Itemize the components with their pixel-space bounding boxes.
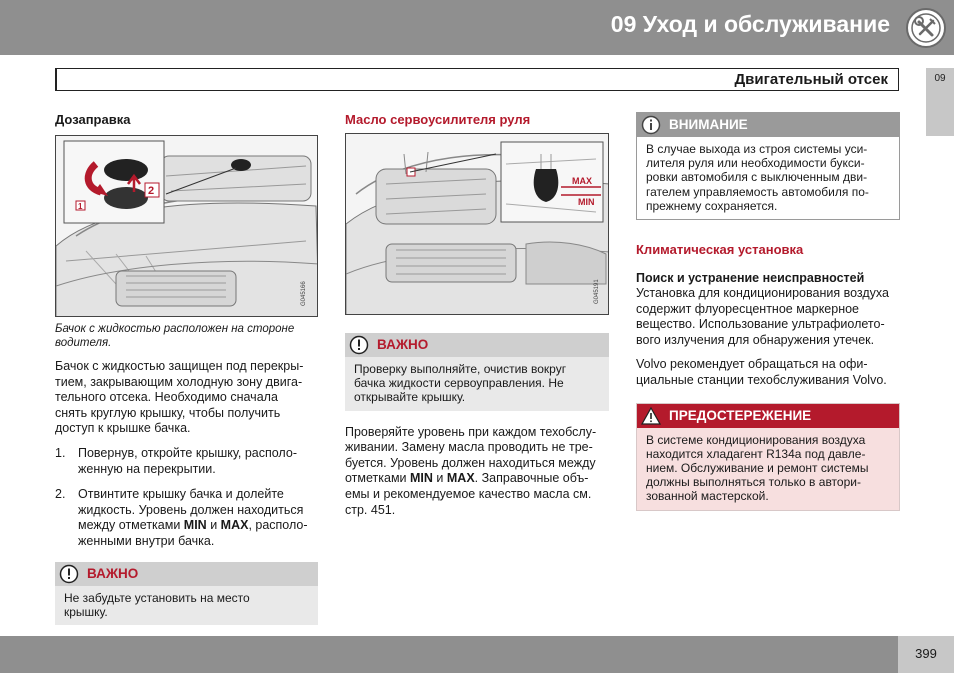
step-line: жидкость. Уровень должен находиться xyxy=(78,502,304,517)
warning-box xyxy=(636,403,900,511)
refill-paragraph-line: Бачок с жидкостью защищен под перекры- xyxy=(55,359,304,373)
conjunction: и xyxy=(206,518,221,533)
refill-paragraph-line: снять круглую крышку, чтобы получить xyxy=(55,405,281,420)
box-line: ровки автомобиля с выключенным дви- xyxy=(646,170,868,185)
box-line: открывайте крышку. xyxy=(354,390,466,405)
column-2 xyxy=(345,112,609,527)
box-line: В случае выхода из строя системы уси- xyxy=(646,142,868,156)
paragraph-line: Volvo рекомендует обращаться на офи- xyxy=(636,357,868,372)
paragraph-line: Проверяйте уровень при каждом техобслу- xyxy=(345,424,597,439)
step-number: 1. xyxy=(55,445,66,460)
paragraph-line: Установка для кондиционирования воздуха xyxy=(636,286,889,301)
note-box-header xyxy=(637,113,899,137)
chapter-tab xyxy=(926,68,954,136)
min-mark: MIN xyxy=(410,471,433,486)
climate-heading: Климатическая установка xyxy=(636,242,804,258)
paragraph-line: содержит флуоресцентное маркерное xyxy=(636,301,860,316)
engine-bay-figure-steering xyxy=(345,133,609,315)
refill-paragraph-line: тельного отсека. Необходимо сначала xyxy=(55,390,278,405)
footer-band xyxy=(0,636,954,673)
warning-triangle-icon xyxy=(641,406,661,426)
box-line: лителя руля или необходимости букси- xyxy=(646,156,865,171)
engine-bay-figure-refill xyxy=(55,135,318,317)
figure-min-label: MIN xyxy=(578,197,595,207)
important-box-1-header xyxy=(55,562,318,586)
important-box-2-body xyxy=(345,357,609,411)
box-line: зованной мастерской. xyxy=(646,489,769,504)
svg-text:1: 1 xyxy=(78,202,83,211)
column-1 xyxy=(55,112,318,637)
paragraph-line: вого излучения для обнаружения утечек. xyxy=(636,332,875,347)
figure-code-1: G045166 xyxy=(301,281,307,306)
box-line: нием. Обслуживание и ремонт системы xyxy=(646,460,869,475)
paragraph-line: . Заправочные объ- xyxy=(474,471,589,486)
conjunction: и xyxy=(432,471,447,486)
section-bar xyxy=(55,68,899,91)
figure-caption-1 xyxy=(55,322,318,350)
steering-paragraph xyxy=(345,425,609,519)
paragraph-line: емы и рекомендуемое качество масла см. xyxy=(345,486,592,501)
step-line: женными внутри бачка. xyxy=(78,533,215,548)
box-line: Не забудьте установить на место xyxy=(64,590,250,605)
refill-paragraph xyxy=(55,359,318,437)
box-line: должны выполняться только в автори- xyxy=(646,475,861,490)
warning-box-header xyxy=(637,404,899,428)
min-mark: MIN xyxy=(183,518,207,533)
climate-paragraph-2 xyxy=(636,357,900,388)
step-line: женную на перекрытии. xyxy=(78,461,216,476)
note-label: ВНИМАНИЕ xyxy=(669,117,748,132)
note-box xyxy=(636,112,900,220)
box-line: гателем управляемость автомобиля по- xyxy=(646,184,869,199)
note-box-body xyxy=(637,137,899,219)
figure-code-2: G045191 xyxy=(594,279,600,304)
paragraph-line: вещество. Использование ультрафиолето- xyxy=(636,317,885,332)
chapter-tab-label: 09 xyxy=(934,73,946,84)
header-band xyxy=(0,0,954,55)
box-line: находится хладагент R134a под давле- xyxy=(646,446,866,461)
figure-caption-1-line1: Бачок с жидкостью расположен на стороне xyxy=(55,323,295,335)
paragraph-line: живании. Замену масла проводить не тре- xyxy=(345,440,593,455)
important-label: ВАЖНО xyxy=(87,565,139,581)
paragraph-line: циальные станции техобслуживания Volvo. xyxy=(636,372,887,387)
page-number-box xyxy=(898,636,954,673)
warning-box-body xyxy=(637,428,899,510)
figure-caption-1-line2: водителя. xyxy=(55,337,112,349)
refill-heading: Дозаправка xyxy=(55,112,131,127)
max-mark: MAX xyxy=(446,471,475,486)
paragraph-line: отметками xyxy=(345,471,411,486)
paragraph-line: буется. Уровень должен находиться между xyxy=(345,455,596,470)
figure-max-label: MAX xyxy=(572,176,592,186)
step-line: Повернув, откройте крышку, располо- xyxy=(78,445,297,460)
step-number: 2. xyxy=(55,487,66,502)
svg-text:2: 2 xyxy=(148,185,155,197)
list-item xyxy=(55,487,318,549)
refill-paragraph-line: доступ к крышке бачка. xyxy=(55,421,191,436)
important-box-1 xyxy=(55,562,318,625)
troubleshooting-subheading: Поиск и устранение неисправностей xyxy=(636,271,865,286)
important-label: ВАЖНО xyxy=(377,337,429,352)
wrench-icon xyxy=(906,8,946,48)
paragraph-line: стр. 451. xyxy=(345,502,396,517)
list-item xyxy=(55,446,318,477)
climate-paragraph-1 xyxy=(636,286,900,348)
exclamation-icon xyxy=(349,335,369,355)
info-icon xyxy=(641,115,661,135)
box-line: Проверку выполняйте, очистив вокруг xyxy=(354,362,567,376)
step-line: между отметками xyxy=(78,518,184,533)
column-3 xyxy=(636,112,900,523)
section-title: Двигательный отсек xyxy=(734,71,888,88)
page-number: 399 xyxy=(915,646,937,661)
warning-label: ПРЕДОСТЕРЕЖЕНИЕ xyxy=(669,407,812,423)
refill-paragraph-line: тием, закрывающим холодную зону двига- xyxy=(55,374,303,389)
important-box-1-body xyxy=(55,586,318,625)
box-line: В системе кондиционирования воздуха xyxy=(646,432,866,447)
step-line: , располо- xyxy=(248,518,308,533)
important-box-2-header xyxy=(345,333,609,357)
max-mark: MAX xyxy=(220,518,249,533)
chapter-title: 09 Уход и обслуживание xyxy=(610,11,890,37)
refill-steps xyxy=(55,446,318,550)
important-box-2 xyxy=(345,333,609,411)
exclamation-icon xyxy=(59,564,79,584)
box-line: бачка жидкости сервоуправления. Не xyxy=(354,376,564,391)
step-line: Отвинтите крышку бачка и долейте xyxy=(78,487,284,502)
box-line: крышку. xyxy=(64,604,108,619)
box-line: прежнему сохраняется. xyxy=(646,198,778,213)
power-steering-heading: Масло сервоусилителя руля xyxy=(345,112,531,127)
